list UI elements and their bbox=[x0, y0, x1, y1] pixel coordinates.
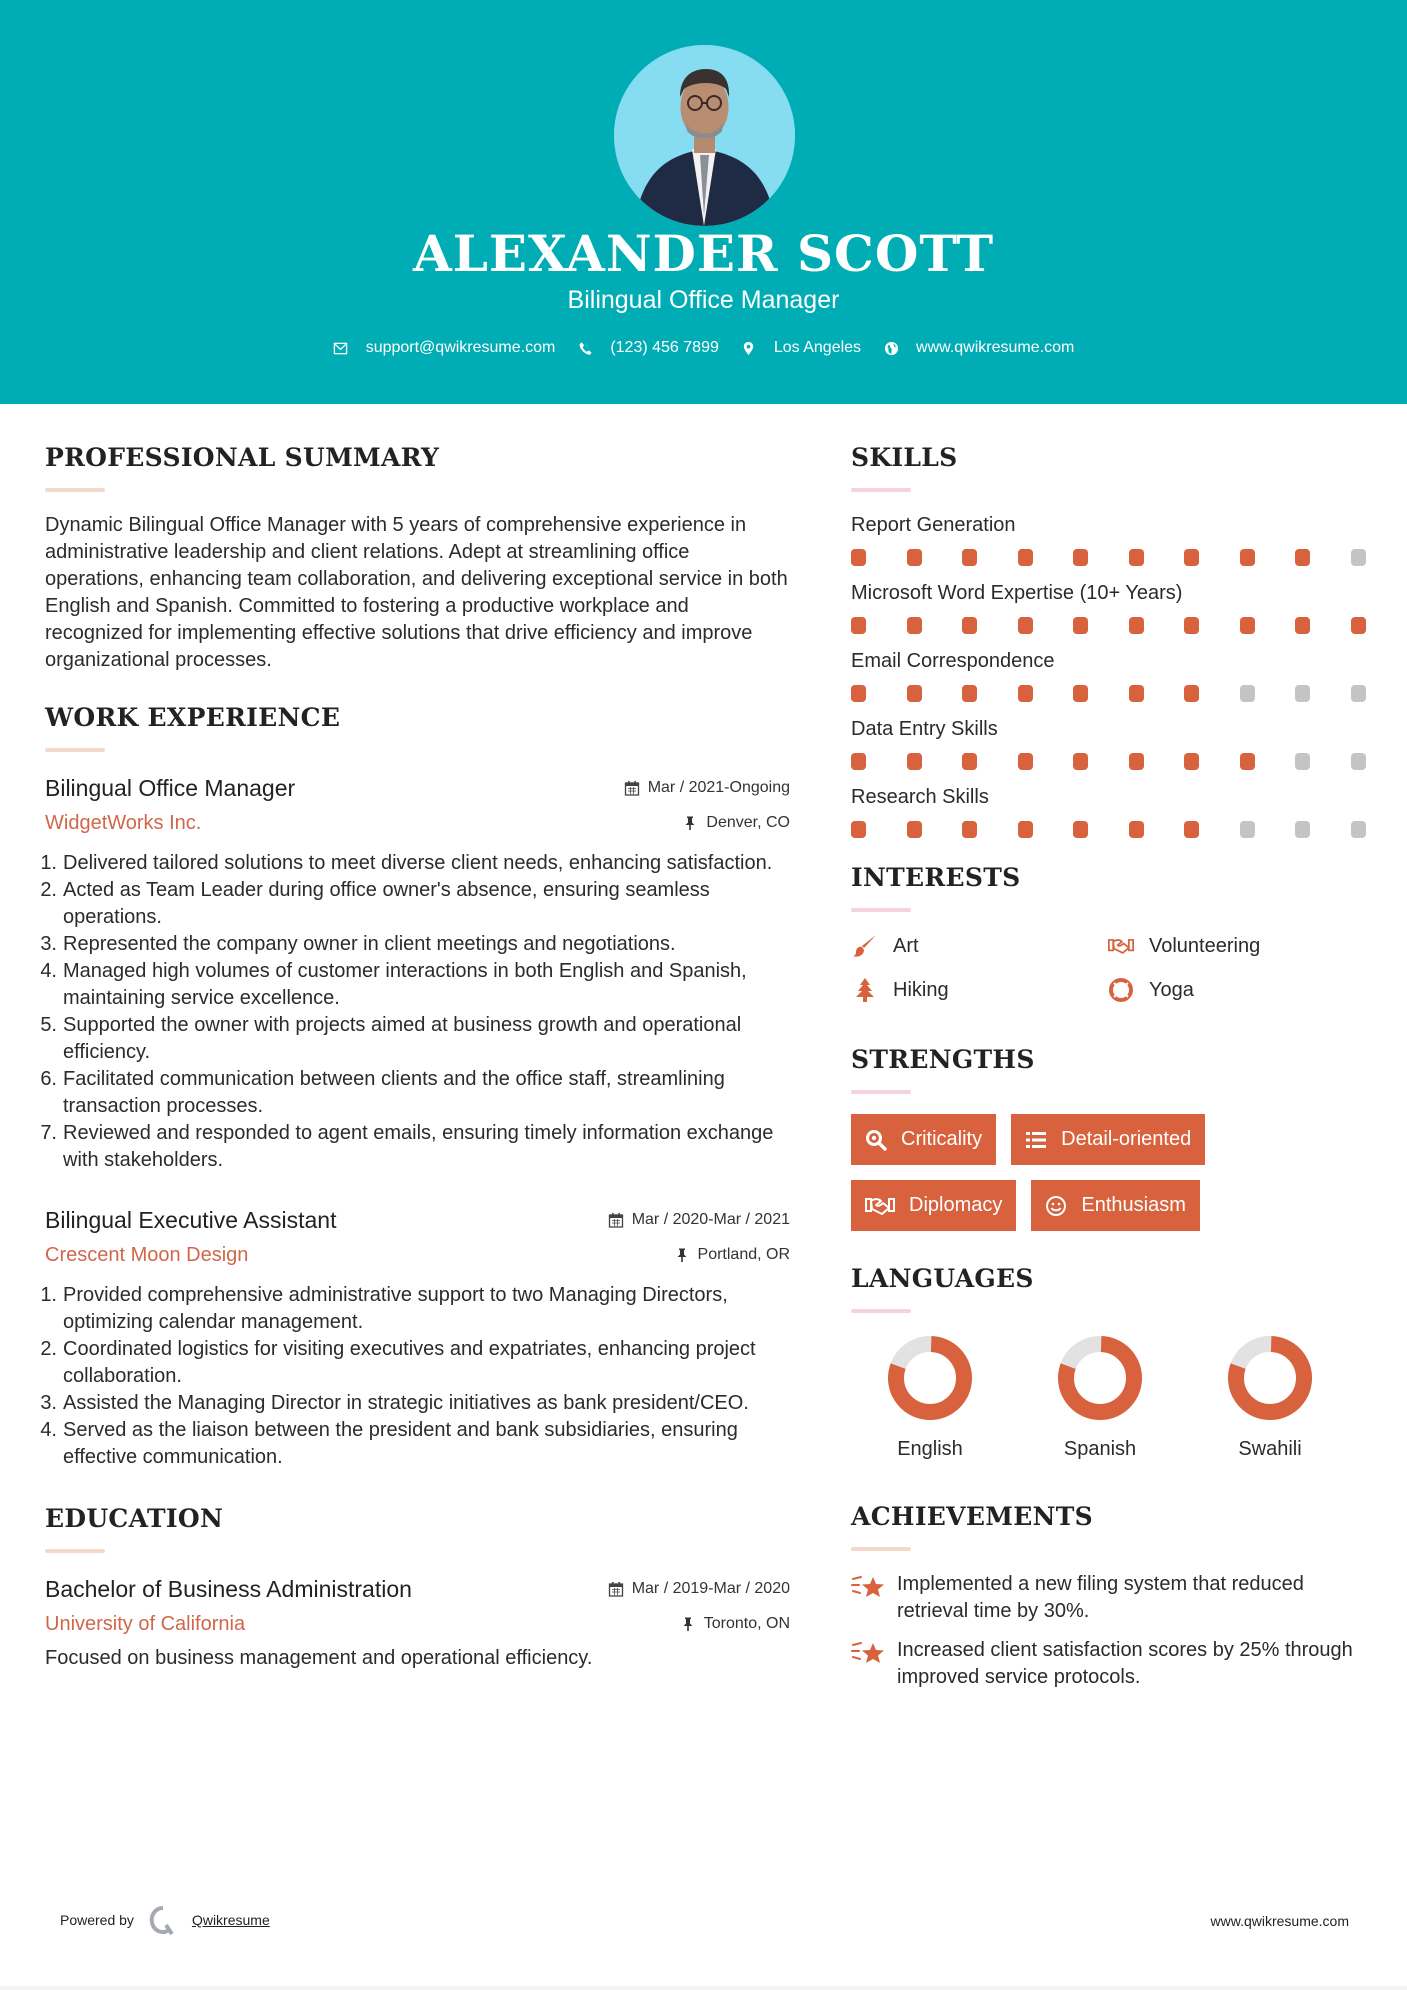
rating-dot-empty bbox=[1351, 549, 1366, 566]
section-title: PROFESSIONAL SUMMARY bbox=[45, 443, 440, 472]
rating-dot-filled bbox=[907, 753, 922, 770]
rating-dot-filled bbox=[1073, 549, 1088, 566]
rating-dot-filled bbox=[1240, 617, 1255, 634]
section-underline bbox=[45, 488, 105, 492]
contact-phone-text: (123) 456 7899 bbox=[610, 339, 719, 356]
education-date: Mar / 2019-Mar / 2020 bbox=[608, 1580, 790, 1598]
interest-item: Hiking bbox=[851, 976, 1107, 1004]
footer bbox=[0, 1895, 1407, 1945]
skill-rating bbox=[851, 617, 1366, 634]
company-name: WidgetWorks Inc. bbox=[45, 812, 202, 834]
tree-icon bbox=[851, 976, 879, 1004]
bullet-item: 6. Facilitated communication between clients and the office staff, streamlining transaction processes. bbox=[40, 1068, 725, 1117]
job-title: Bilingual Office Manager bbox=[45, 775, 296, 801]
interest-item: Yoga bbox=[1107, 976, 1363, 1004]
candidate-title: Bilingual Office Manager bbox=[567, 286, 840, 314]
rating-dot-filled bbox=[851, 753, 866, 770]
language-item bbox=[1015, 1333, 1185, 1463]
bullet-item: 1. Delivered tailored solutions to meet diverse client needs, enhancing satisfaction. bbox=[40, 852, 773, 874]
page-bottom-edge bbox=[0, 1986, 1407, 1990]
rating-dot-filled bbox=[1018, 617, 1033, 634]
bullet-item: 5. Supported the owner with projects aimed at business growth and operational efficiency. bbox=[40, 1014, 742, 1063]
rating-dot-filled bbox=[1295, 549, 1310, 566]
pushpin-icon bbox=[680, 1616, 696, 1632]
skill-item bbox=[851, 784, 1371, 838]
rating-dot-filled bbox=[1129, 753, 1144, 770]
strength-chip: Criticality bbox=[851, 1114, 996, 1165]
bullet-item: 4. Managed high volumes of customer interactions in both English and Spanish, maintaining service excellence. bbox=[40, 960, 747, 1009]
person-portrait-icon bbox=[614, 45, 795, 226]
company-name: Crescent Moon Design bbox=[45, 1244, 249, 1266]
bullet-item: 3. Represented the company owner in client meetings and negotiations. bbox=[40, 933, 676, 955]
education-description: Focused on business management and operational efficiency. bbox=[45, 1647, 593, 1669]
rating-dot-filled bbox=[851, 617, 866, 634]
rating-dot-empty bbox=[1295, 753, 1310, 770]
calendar-icon bbox=[608, 1212, 624, 1228]
rating-dot-empty bbox=[1240, 821, 1255, 838]
rating-dot-empty bbox=[1295, 821, 1310, 838]
rating-dot-filled bbox=[1184, 821, 1199, 838]
candidate-name: ALEXANDER SCOTT bbox=[412, 224, 995, 283]
bullet-item: 2. Coordinated logistics for visiting executives and expatriates, enhancing project collaboration. bbox=[40, 1338, 756, 1387]
bullet-item: 2. Acted as Team Leader during office owner's absence, ensuring seamless operations. bbox=[40, 879, 710, 928]
powered-by: Powered by Qwikresume bbox=[60, 1905, 270, 1935]
language-item bbox=[1185, 1333, 1355, 1463]
job-entry bbox=[40, 772, 790, 1174]
envelope-icon bbox=[333, 340, 349, 356]
rating-dot-filled bbox=[1184, 685, 1199, 702]
skill-name: Report Generation bbox=[851, 514, 1016, 536]
section-title: STRENGTHS bbox=[851, 1045, 1035, 1074]
strength-chip: Diplomacy bbox=[851, 1180, 1016, 1231]
language-name: Swahili bbox=[1238, 1438, 1302, 1460]
section-title: EDUCATION bbox=[45, 1504, 224, 1533]
rating-dot-filled bbox=[1184, 549, 1199, 566]
list-icon bbox=[1025, 1129, 1047, 1151]
phone-icon bbox=[577, 340, 593, 356]
achievement-item: Increased client satisfaction scores by 25% through improved service protocols. bbox=[851, 1637, 1371, 1691]
skill-item bbox=[851, 512, 1371, 566]
skill-name: Email Correspondence bbox=[851, 650, 1055, 672]
skill-rating bbox=[851, 821, 1366, 838]
contact-bar bbox=[0, 336, 1407, 360]
contact-website[interactable] bbox=[883, 336, 1074, 360]
education-location: Toronto, ON bbox=[680, 1615, 790, 1633]
calendar-icon bbox=[624, 780, 640, 796]
section-title: INTERESTS bbox=[851, 863, 1021, 892]
professional-summary-section bbox=[45, 440, 790, 674]
strength-chip: Enthusiasm bbox=[1031, 1180, 1200, 1231]
paintbrush-icon bbox=[851, 932, 879, 960]
section-title: ACHIEVEMENTS bbox=[851, 1502, 1093, 1531]
job-location: Portland, OR bbox=[674, 1246, 790, 1264]
rating-dot-filled bbox=[1351, 617, 1366, 634]
section-underline bbox=[851, 1309, 911, 1313]
rating-dot-filled bbox=[851, 549, 866, 566]
rating-dot-empty bbox=[1351, 753, 1366, 770]
profile-photo bbox=[614, 45, 795, 226]
rating-dot-filled bbox=[907, 821, 922, 838]
qwikresume-link[interactable]: Qwikresume bbox=[191, 1912, 270, 1928]
rating-dot-filled bbox=[1073, 685, 1088, 702]
rating-dot-empty bbox=[1351, 821, 1366, 838]
contact-location bbox=[741, 336, 861, 360]
rating-dot-filled bbox=[962, 685, 977, 702]
language-item bbox=[845, 1333, 1015, 1463]
contact-email[interactable] bbox=[333, 336, 556, 360]
section-underline bbox=[45, 1549, 105, 1553]
footer-url[interactable]: www.qwikresume.com bbox=[1210, 1913, 1349, 1929]
skills-section bbox=[851, 440, 1371, 838]
rating-dot-filled bbox=[851, 821, 866, 838]
skill-item bbox=[851, 648, 1371, 702]
rating-dot-filled bbox=[962, 549, 977, 566]
globe-icon bbox=[883, 340, 899, 356]
rating-dot-filled bbox=[1018, 753, 1033, 770]
section-title: WORK EXPERIENCE bbox=[45, 703, 341, 732]
rating-dot-filled bbox=[962, 821, 977, 838]
rating-dot-filled bbox=[1129, 617, 1144, 634]
language-donut-chart bbox=[1225, 1333, 1315, 1423]
bullet-item: 3. Assisted the Managing Director in strategic initiatives as bank president/CEO. bbox=[40, 1392, 749, 1414]
rating-dot-filled bbox=[1073, 617, 1088, 634]
degree-title: Bachelor of Business Administration bbox=[45, 1576, 412, 1602]
rating-dot-filled bbox=[907, 617, 922, 634]
interest-item: Volunteering bbox=[1107, 932, 1363, 960]
languages-list bbox=[851, 1333, 1371, 1463]
job-bullets bbox=[40, 1282, 790, 1471]
rating-dot-filled bbox=[907, 549, 922, 566]
smile-icon bbox=[1045, 1195, 1067, 1217]
handshake-icon bbox=[1107, 932, 1135, 960]
section-underline bbox=[45, 748, 105, 752]
interests-grid bbox=[851, 932, 1371, 1004]
interest-item: Art bbox=[851, 932, 1107, 960]
work-experience-section bbox=[40, 700, 790, 1471]
language-donut-chart bbox=[885, 1333, 975, 1423]
rating-dot-filled bbox=[907, 685, 922, 702]
achievements-section bbox=[851, 1499, 1371, 1691]
calendar-icon bbox=[608, 1581, 624, 1597]
language-name: Spanish bbox=[1063, 1438, 1137, 1460]
handshake-icon bbox=[865, 1195, 895, 1217]
rating-dot-empty bbox=[1295, 685, 1310, 702]
bullet-item: 1. Provided comprehensive administrative support to two Managing Directors, optimizing calendar management. bbox=[40, 1284, 728, 1333]
rating-dot-filled bbox=[1184, 617, 1199, 634]
skills-list bbox=[851, 512, 1371, 838]
rating-dot-filled bbox=[1240, 549, 1255, 566]
strengths-list bbox=[851, 1114, 1371, 1231]
qwikresume-logo-icon bbox=[148, 1905, 178, 1935]
skill-name: Data Entry Skills bbox=[851, 718, 998, 740]
rating-dot-filled bbox=[1129, 685, 1144, 702]
languages-section bbox=[851, 1261, 1371, 1463]
skill-name: Research Skills bbox=[851, 786, 989, 808]
rating-dot-filled bbox=[1240, 753, 1255, 770]
skill-rating bbox=[851, 685, 1366, 702]
job-bullets bbox=[40, 850, 790, 1174]
language-donut-chart bbox=[1055, 1333, 1145, 1423]
contact-location-text: Los Angeles bbox=[773, 339, 862, 356]
rating-dot-empty bbox=[1351, 685, 1366, 702]
rating-dot-filled bbox=[962, 753, 977, 770]
skill-item bbox=[851, 580, 1371, 634]
school-name: University of California bbox=[45, 1613, 246, 1635]
skill-rating bbox=[851, 549, 1366, 566]
rating-dot-filled bbox=[851, 685, 866, 702]
section-underline bbox=[851, 488, 911, 492]
pushpin-icon bbox=[674, 1247, 690, 1263]
job-date: Mar / 2020-Mar / 2021 bbox=[608, 1211, 790, 1229]
rating-dot-filled bbox=[1129, 549, 1144, 566]
summary-text: Dynamic Bilingual Office Manager with 5 years of comprehensive experience in administrative leadership and client relations. Adept at streamlining office operations, enhancing team collaboration, and delivering exceptional service in both English and Spanish. Committed to fostering a productive workplace and recognized for implementing effective solutions that drive efficiency and improve organizational processes. bbox=[45, 514, 788, 671]
section-underline bbox=[851, 1090, 911, 1094]
shooting-star-icon bbox=[851, 1571, 887, 1603]
contact-email-text: support@qwikresume.com bbox=[365, 339, 556, 356]
rating-dot-filled bbox=[1129, 821, 1144, 838]
strength-chip: Detail-oriented bbox=[1011, 1114, 1205, 1165]
job-entry bbox=[40, 1204, 790, 1471]
rating-dot-filled bbox=[1073, 821, 1088, 838]
section-underline bbox=[851, 908, 911, 912]
rating-dot-filled bbox=[1073, 753, 1088, 770]
shooting-star-icon bbox=[851, 1637, 887, 1669]
section-title: SKILLS bbox=[851, 443, 958, 472]
skill-item bbox=[851, 716, 1371, 770]
section-underline bbox=[851, 1547, 911, 1551]
rating-dot-filled bbox=[1018, 549, 1033, 566]
education-section bbox=[45, 1501, 790, 1672]
rating-dot-filled bbox=[962, 617, 977, 634]
rating-dot-filled bbox=[1295, 617, 1310, 634]
strengths-section bbox=[851, 1042, 1371, 1231]
life-ring-icon bbox=[1107, 976, 1135, 1004]
map-pin-icon bbox=[741, 340, 757, 356]
job-date: Mar / 2021-Ongoing bbox=[624, 779, 790, 797]
rating-dot-filled bbox=[1018, 685, 1033, 702]
resume-header bbox=[0, 0, 1407, 404]
section-title: LANGUAGES bbox=[851, 1264, 1034, 1293]
rating-dot-filled bbox=[1018, 821, 1033, 838]
rating-dot-filled bbox=[1184, 753, 1199, 770]
pushpin-icon bbox=[682, 815, 698, 831]
contact-website-text: www.qwikresume.com bbox=[916, 339, 1075, 356]
left-column bbox=[40, 440, 790, 1672]
right-column bbox=[851, 440, 1371, 1703]
bullet-item: 4. Served as the liaison between the president and bank subsidiaries, ensuring effective communication. bbox=[40, 1419, 738, 1468]
contact-phone[interactable] bbox=[577, 336, 719, 360]
bullet-item: 7. Reviewed and responded to agent emails, ensuring timely information exchange with stakeholders. bbox=[40, 1122, 774, 1171]
job-location: Denver, CO bbox=[682, 814, 790, 832]
search-icon bbox=[865, 1129, 887, 1151]
job-title: Bilingual Executive Assistant bbox=[45, 1207, 337, 1233]
language-name: English bbox=[897, 1438, 963, 1460]
skill-name: Microsoft Word Expertise (10+ Years) bbox=[851, 582, 1183, 604]
achievement-item: Implemented a new filing system that reduced retrieval time by 30%. bbox=[851, 1571, 1371, 1625]
rating-dot-empty bbox=[1240, 685, 1255, 702]
skill-rating bbox=[851, 753, 1366, 770]
interests-section bbox=[851, 860, 1371, 1004]
